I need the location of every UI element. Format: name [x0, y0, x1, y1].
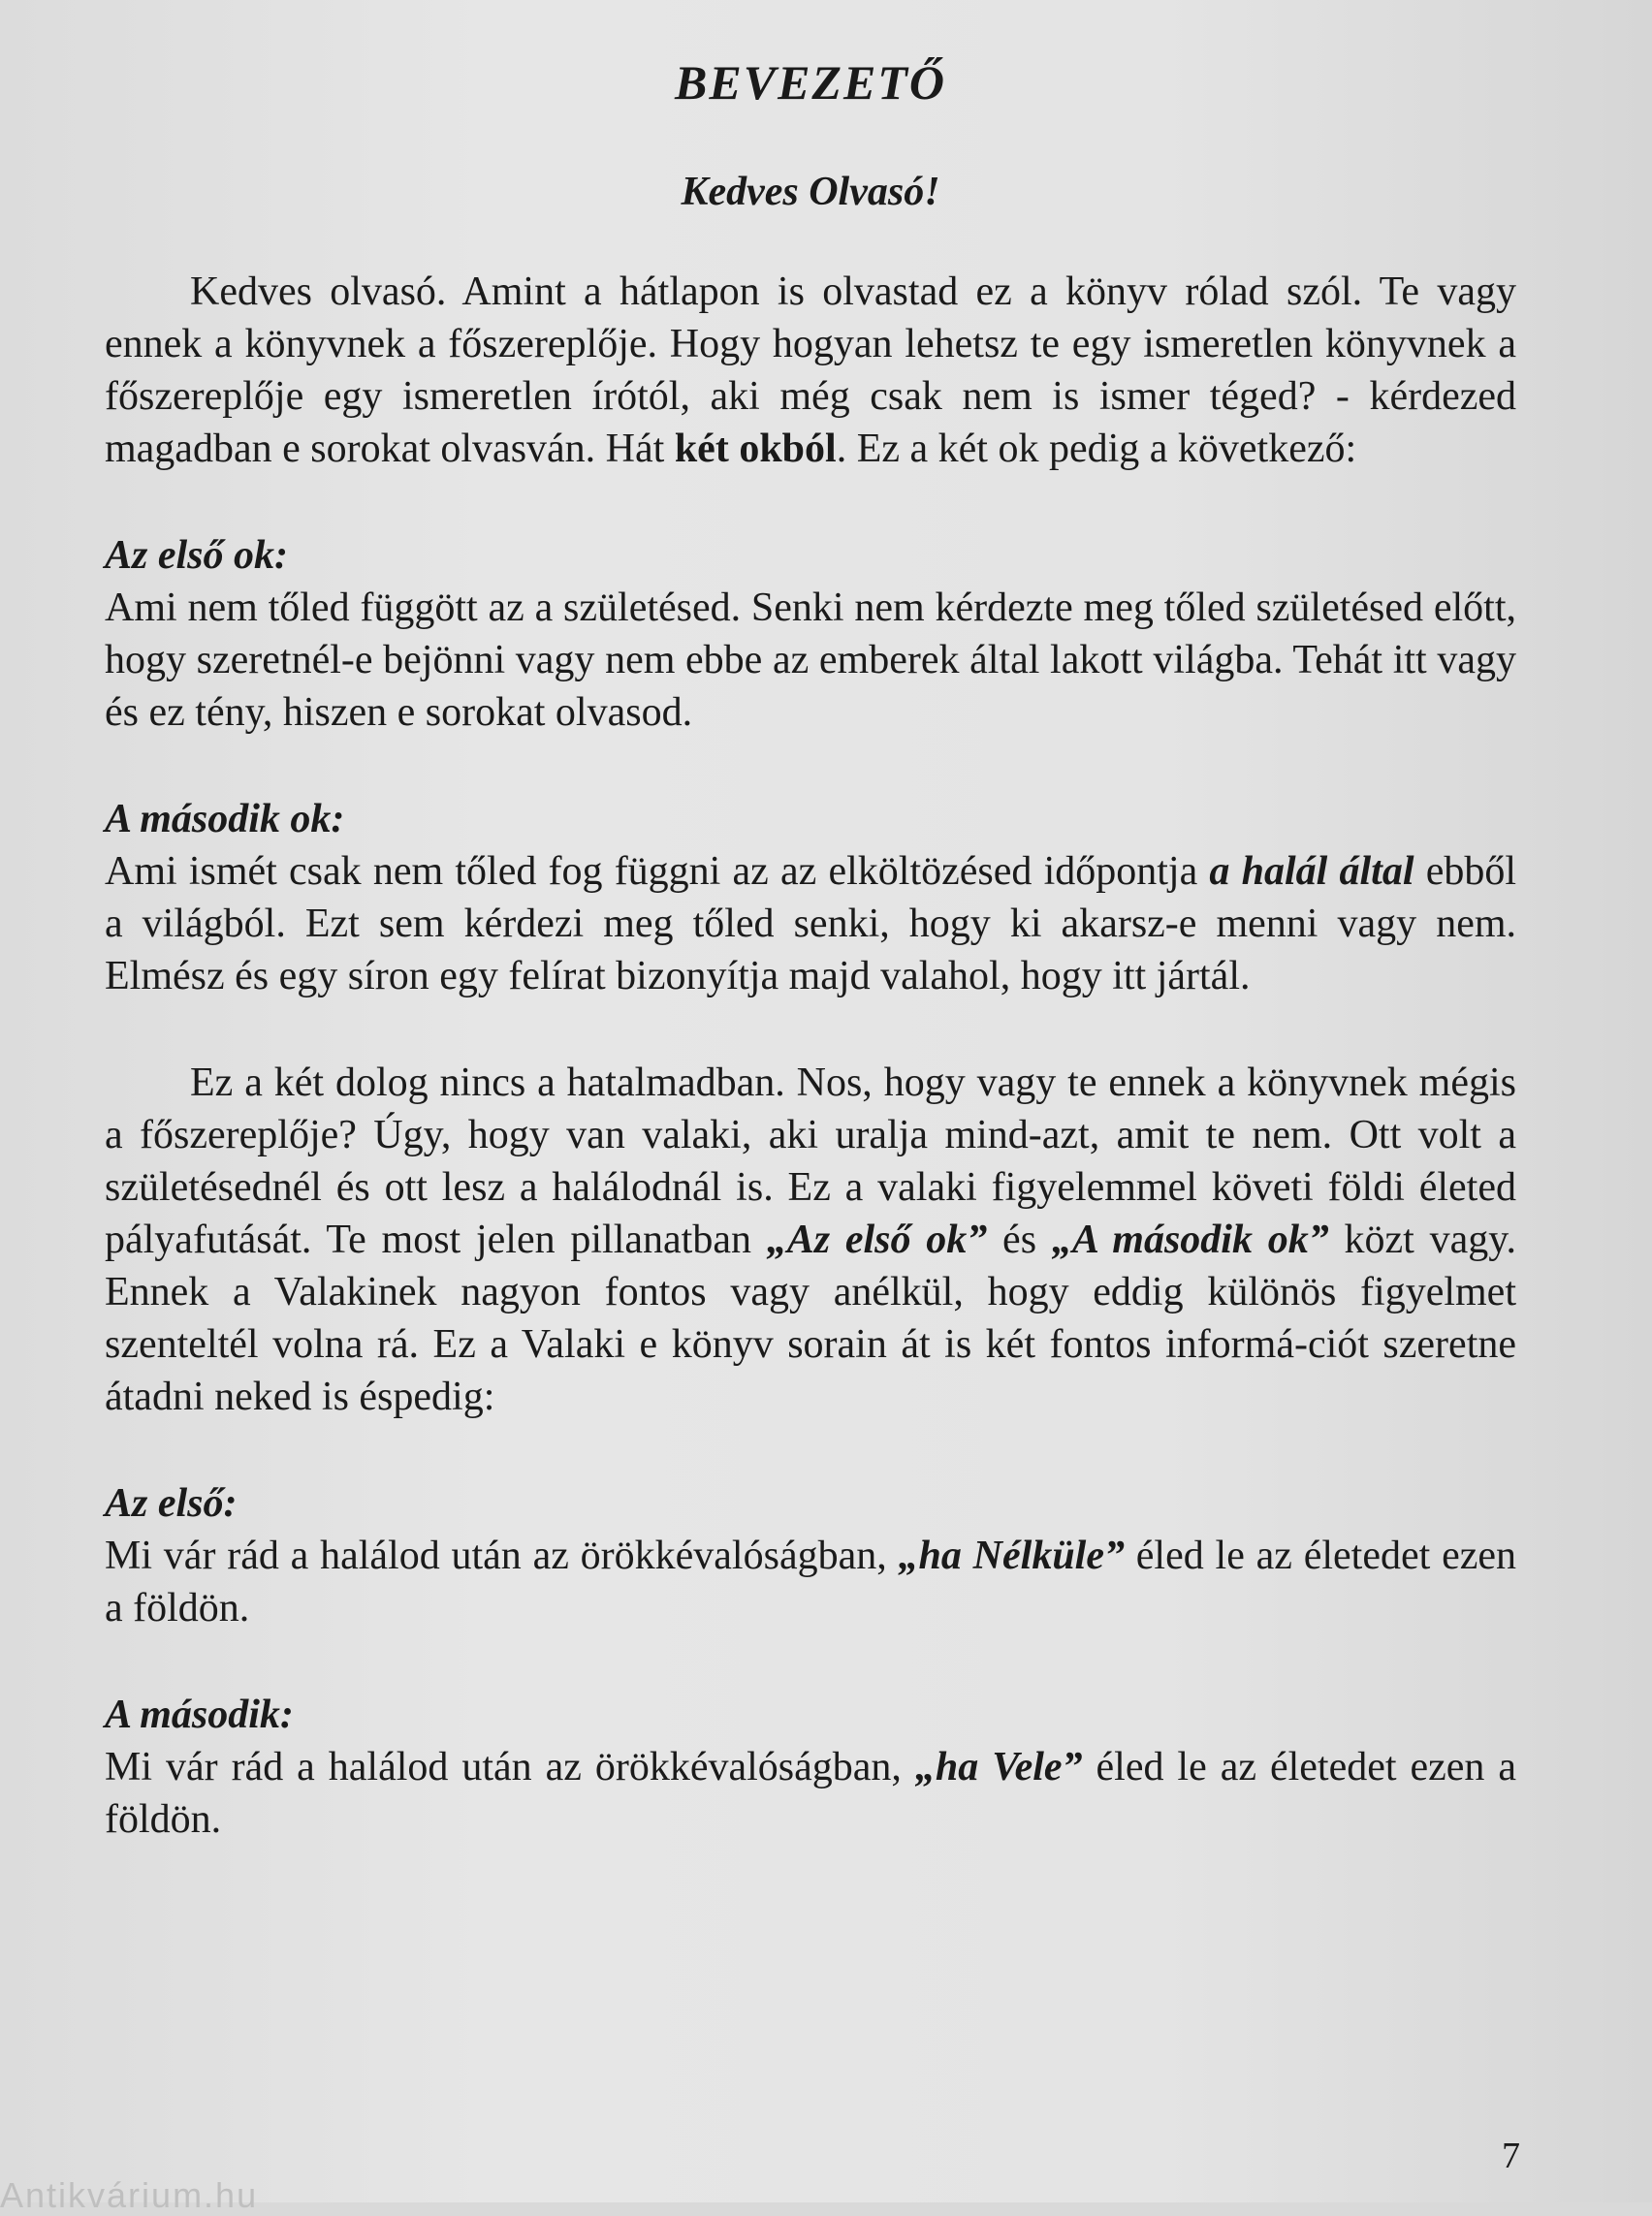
- reason2-paragraph: [105, 845, 1516, 1002]
- chapter-title: BEVEZETŐ: [675, 55, 946, 110]
- page-content: [105, 39, 1516, 1846]
- watermark: Antikvárium.hu: [0, 2175, 259, 2215]
- chapter-subtitle: Kedves Olvasó!: [681, 170, 940, 214]
- reason1-text: Ami nem tőled függött az a születésed. Senki nem kérdezte meg tőled születésed előtt, hogy szeretnél-e bejönni vagy nem ebbe az emberek által lakott világba. Tehát itt vagy és ez tény, hiszen e sorokat olvasod.: [105, 586, 1516, 735]
- intro-paragraph: [105, 266, 1516, 475]
- main-paragraph: [105, 1057, 1516, 1423]
- info1-heading: Az első:: [105, 1481, 238, 1526]
- main-bold-2: „A második ok”: [1051, 1218, 1329, 1262]
- main-text-2: és: [987, 1218, 1052, 1262]
- reason2-text-before: Ami ismét csak nem tőled fog függni az az elköltözésed időpontja: [105, 849, 1210, 894]
- main-text-1: Ez a két dolog nincs a hatalmadban. Nos, hogy vagy te ennek a könyvnek mégis a főszereplője? Úgy, hogy van valaki, aki uralja mind-azt, amit te nem. Ott volt a születésednél és ott lesz a halálodnál is. Ez a valaki figyelemmel követi földi életed pályafutását. Te most jelen pillanatban: [105, 1061, 1516, 1262]
- reason2-heading: A második ok:: [105, 797, 345, 841]
- reason1-heading: Az első ok:: [105, 533, 288, 578]
- info2-text-before: Mi vár rád a halálod után az örökkévalóságban,: [105, 1745, 915, 1789]
- info2-bold: „ha Vele”: [914, 1745, 1083, 1789]
- main-text-3: közt vagy. Ennek a Valakinek nagyon fontos vagy anélkül, hogy eddig különös figyelmet szenteltél volna rá. Ez a Valaki e könyv sorain át is két fontos informá-ciót szeretne átadni neked is éspedig:: [105, 1218, 1516, 1419]
- intro-bold: két okból: [674, 427, 837, 471]
- intro-text-after: . Ez a két ok pedig a következő:: [836, 427, 1357, 471]
- info1-text-after: éled le az életedet ezen a földön.: [105, 1534, 1517, 1630]
- info2-heading: A második:: [105, 1693, 294, 1737]
- intro-text-before: Kedves olvasó. Amint a hátlapon is olvastad ez a könyv rólad szól. Te vagy ennek a könyvnek a főszereplője. Hogy hogyan lehetsz te egy ismeretlen könyvnek a főszereplője egy ismeretlen írótól, aki még csak nem is ismer téged? - kérdezed magadban e sorokat olvasván. Hát: [105, 269, 1516, 471]
- info1-bold: „ha Nélküle”: [898, 1534, 1125, 1578]
- reason2-text-after: ebből a világból. Ezt sem kérdezi meg tőled senki, hogy ki akarsz-e menni vagy nem. Elmész és egy síron egy felírat bizonyítja majd valahol, hogy itt jártál.: [105, 849, 1516, 998]
- page-number: 7: [1502, 2136, 1520, 2176]
- info1-paragraph: [105, 1530, 1516, 1634]
- reason2-bold: a halál által: [1209, 849, 1414, 894]
- info2-text-after: éled le az életedet ezen a földön.: [105, 1745, 1517, 1842]
- main-bold-1: „Az első ok”: [766, 1218, 988, 1262]
- info1-text-before: Mi vár rád a halálod után az örökkévalóságban,: [105, 1534, 899, 1578]
- info2-paragraph: [105, 1741, 1516, 1846]
